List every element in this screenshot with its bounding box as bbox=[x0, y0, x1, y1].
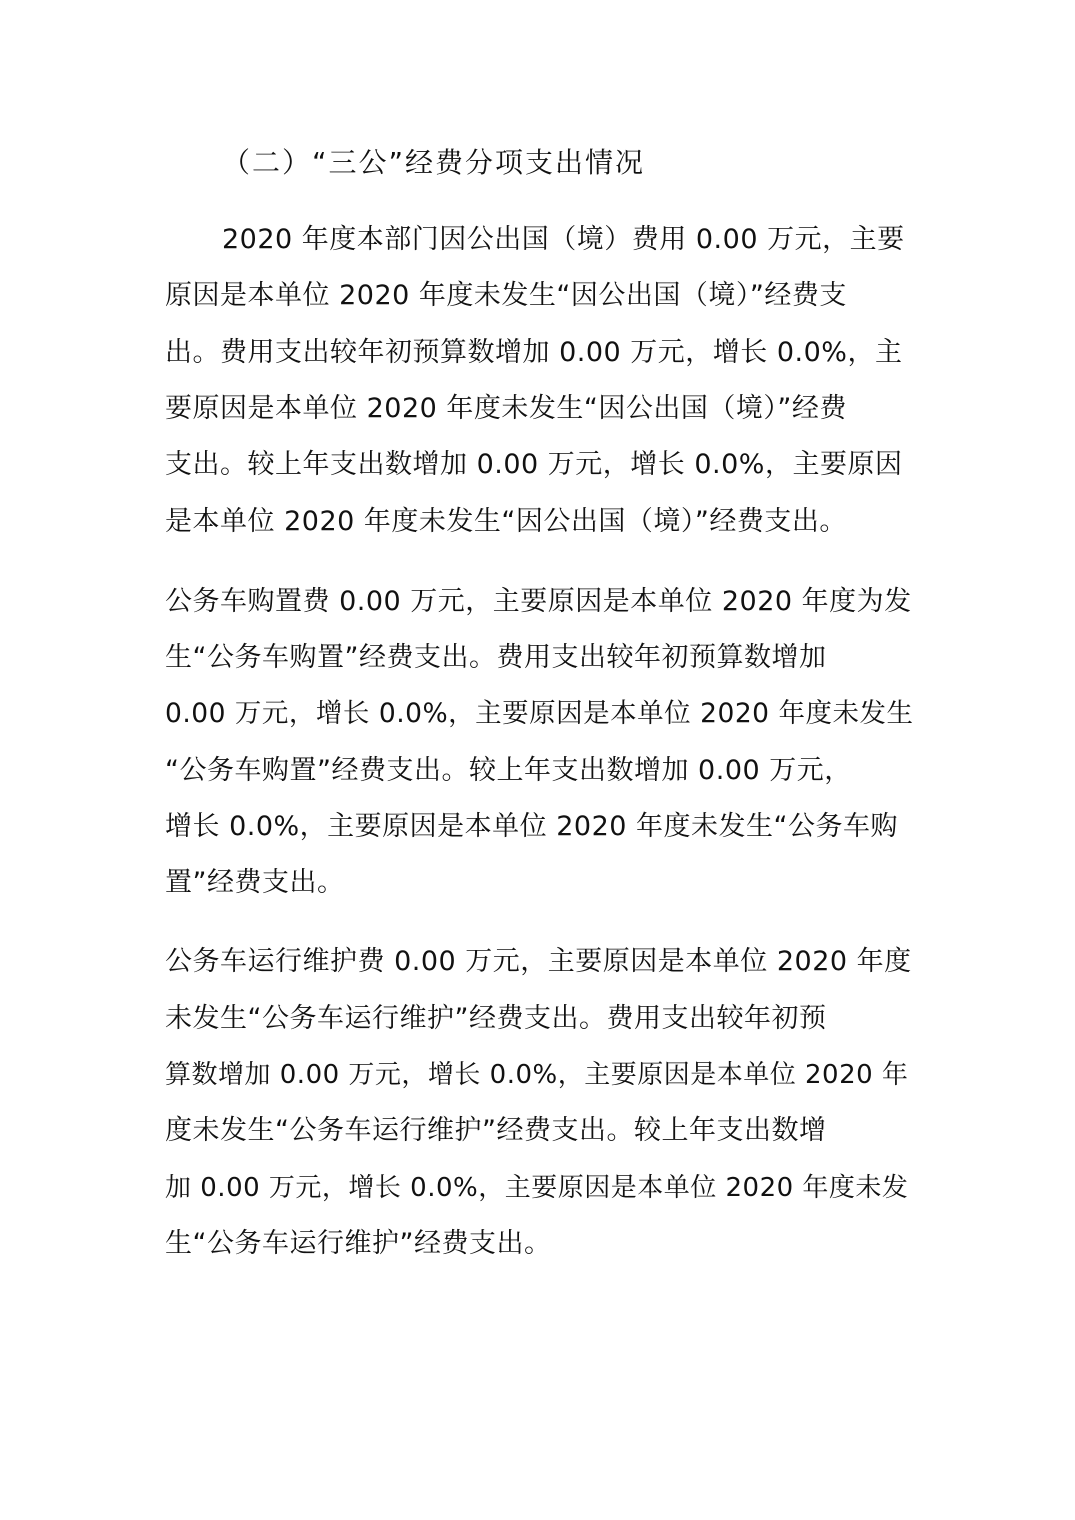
paragraph-line: 出。费用支出较年初预算数增加 0.00 万元，增长 0.0%，主 bbox=[165, 337, 903, 368]
paragraph-line: 0.00 万元，增长 0.0%，主要原因是本单位 2020 年度未发生 bbox=[165, 698, 914, 729]
paragraph-line: 未发生“公务车运行维护”经费支出。费用支出较年初预 bbox=[165, 1003, 827, 1034]
paragraph-line: 加 0.00 万元，增长 0.0%，主要原因是本单位 2020 年度未发 bbox=[165, 1173, 909, 1203]
paragraph-line: 是本单位 2020 年度未发生“因公出国（境）”经费支出。 bbox=[165, 506, 847, 537]
paragraph-line: 生“公务车购置”经费支出。费用支出较年初预算数增加 bbox=[165, 642, 827, 673]
section-heading: （二）“三公”经费分项支出情况 bbox=[222, 146, 646, 179]
paragraph-line: 支出。较上年支出数增加 0.00 万元，增长 0.0%，主要原因 bbox=[165, 449, 903, 480]
paragraph-line: 度未发生“公务车运行维护”经费支出。较上年支出数增 bbox=[165, 1115, 827, 1146]
paragraph-line: 置”经费支出。 bbox=[165, 867, 345, 898]
paragraph-line: “公务车购置”经费支出。较上年支出数增加 0.00 万元， bbox=[165, 755, 852, 786]
paragraph-line: 增长 0.0%，主要原因是本单位 2020 年度未发生“公务车购 bbox=[165, 811, 899, 842]
paragraph-line: 原因是本单位 2020 年度未发生“因公出国（境）”经费支 bbox=[165, 280, 847, 311]
paragraph-line: 公务车购置费 0.00 万元，主要原因是本单位 2020 年度为发 bbox=[165, 586, 912, 617]
paragraph-line: 算数增加 0.00 万元，增长 0.0%，主要原因是本单位 2020 年 bbox=[165, 1060, 909, 1090]
paragraph-line: 要原因是本单位 2020 年度未发生“因公出国（境）”经费 bbox=[165, 393, 847, 424]
paragraph-line: 2020 年度本部门因公出国（境）费用 0.00 万元，主要 bbox=[222, 224, 905, 255]
paragraph-line: 公务车运行维护费 0.00 万元，主要原因是本单位 2020 年度 bbox=[165, 946, 912, 977]
paragraph-line: 生“公务车运行维护”经费支出。 bbox=[165, 1228, 552, 1259]
